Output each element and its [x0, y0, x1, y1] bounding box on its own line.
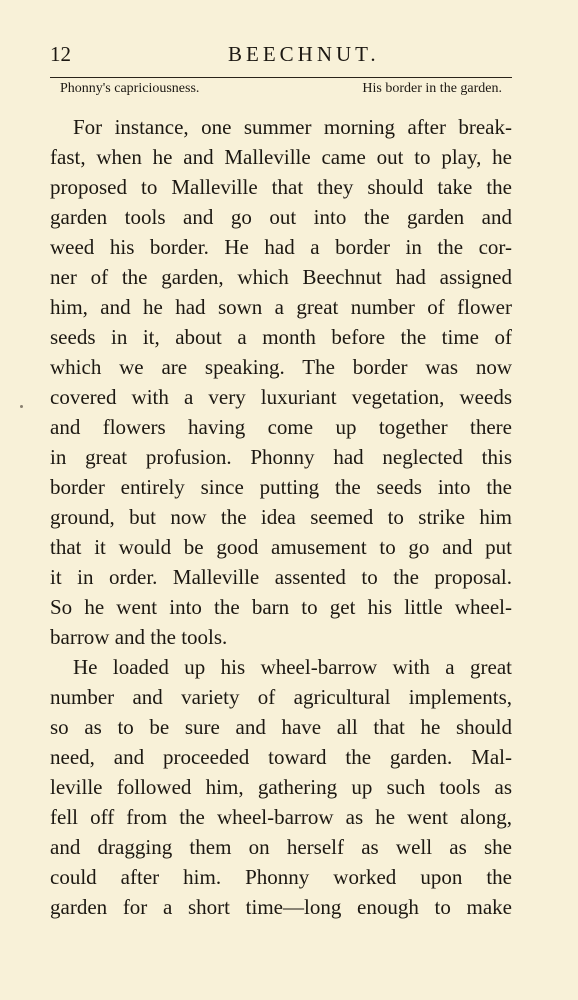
text-line: ground, but now the idea seemed to strike him [50, 505, 512, 529]
text-line: that it would be good amusement to go and put [50, 535, 512, 559]
text-line: him, and he had sown a great number of flower [50, 295, 512, 319]
text-line: fell off from the wheel-barrow as he went along, [50, 805, 512, 829]
text-line: in great profusion. Phonny had neglected this [50, 445, 512, 469]
text-line: proposed to Malleville that they should take the [50, 175, 512, 199]
text-line: could after him. Phonny worked upon the [50, 865, 512, 889]
text-line: seeds in it, about a month before the time of [50, 325, 512, 349]
text-line: leville followed him, gathering up such tools as [50, 775, 512, 799]
text-line: which we are speaking. The border was now [50, 355, 512, 379]
text-line: border entirely since putting the seeds into the [50, 475, 512, 499]
text-line: For instance, one summer morning after break- [73, 115, 512, 139]
text-line: fast, when he and Malleville came out to play, he [50, 145, 512, 169]
header-rule [50, 77, 512, 78]
text-line: garden tools and go out into the garden and [50, 205, 512, 229]
page-header [50, 40, 512, 74]
text-line: He loaded up his wheel-barrow with a great [73, 655, 512, 679]
margin-mark [20, 405, 23, 408]
side-note-left: Phonny's capriciousness. [60, 81, 200, 96]
body-text [50, 112, 512, 922]
text-line: weed his border. He had a border in the cor- [50, 235, 512, 259]
text-line: and flowers having come up together there [50, 415, 512, 439]
text-line: ner of the garden, which Beechnut had assigned [50, 265, 512, 289]
text-line: garden for a short time—long enough to make [50, 895, 512, 919]
text-line: covered with a very luxuriant vegetation, weeds [50, 385, 512, 409]
text-line: So he went into the barn to get his little wheel- [50, 595, 512, 619]
text-line: number and variety of agricultural implements, [50, 685, 512, 709]
text-line: and dragging them on herself as well as she [50, 835, 512, 859]
text-line: barrow and the tools. [50, 625, 228, 649]
side-notes [50, 81, 512, 101]
page-number: 12 [50, 42, 71, 66]
text-line: need, and proceeded toward the garden. Mal- [50, 745, 512, 769]
running-title: BEECHNUT. [228, 42, 380, 66]
text-line: it in order. Malleville assented to the proposal. [50, 565, 512, 589]
text-line: so as to be sure and have all that he should [50, 715, 512, 739]
side-note-right: His border in the garden. [362, 81, 502, 96]
